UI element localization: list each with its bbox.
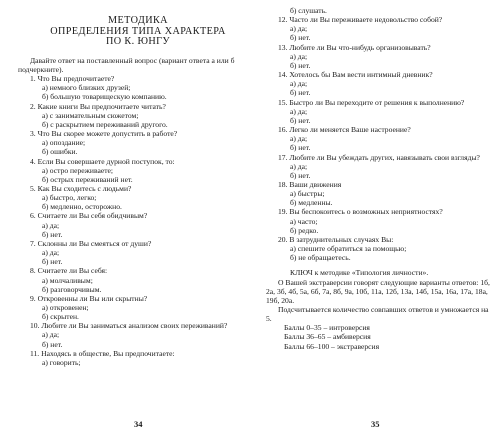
answer-option: а) да;	[42, 330, 60, 340]
answer-option: б) нет.	[290, 33, 311, 43]
question-text: 4. Если Вы совершаете дурной поступок, то:	[30, 156, 175, 166]
question-text: 3. Что Вы скорее можете допустить в работе?	[30, 129, 178, 139]
answer-option: б) нет.	[290, 115, 311, 125]
answer-option: б) нет.	[290, 88, 311, 98]
answer-option: а) немного близких друзей;	[42, 83, 131, 93]
answer-option: а) да;	[290, 24, 308, 34]
answer-option: б) скрытен.	[42, 312, 79, 322]
question-text: 16. Легко ли меняется Ваше настроение?	[278, 125, 411, 135]
document-title-line-2: ОПРЕДЕЛЕНИЯ ТИПА ХАРАКТЕРА	[50, 25, 226, 37]
answer-option: б) острых переживаний нет.	[42, 174, 133, 184]
question-text: 6. Считаете ли Вы себя обидчивым?	[30, 211, 148, 221]
key-title: КЛЮЧ к методике «Типология личности».	[290, 268, 429, 278]
answer-option: а) откровенен;	[42, 303, 89, 312]
score-range-3: Баллы 66–100 – экстраверсия	[284, 341, 380, 351]
answer-option: б) слушать.	[290, 6, 327, 15]
answer-option: б) большую товарищескую компанию.	[42, 92, 167, 102]
answer-option: б) нет.	[290, 143, 311, 153]
page-number-right: 35	[371, 418, 380, 429]
answer-option: а) быстры;	[290, 189, 325, 199]
answer-option: б) ошибки.	[42, 147, 78, 157]
answer-option: а) часто;	[290, 216, 318, 226]
answer-option: а) спешите обратиться за помощью;	[290, 244, 407, 254]
answer-option: б) медленны.	[290, 198, 333, 208]
answer-option: б) медленно, осторожно.	[42, 202, 122, 212]
answer-option: б) нет.	[290, 60, 311, 70]
answer-option: а) да;	[290, 134, 308, 144]
right-questions-list	[266, 6, 494, 262]
score-range-2: Баллы 36–65 – амбиверсия	[284, 332, 371, 342]
answer-option: а) да;	[290, 161, 308, 171]
answer-option: б) редко.	[290, 225, 319, 235]
answer-option: а) да;	[42, 248, 60, 258]
answer-option: б) не обращаетесь.	[290, 253, 351, 263]
answer-option: а) да;	[42, 220, 60, 230]
question-text: 11. Находясь в обществе, Вы предпочитаете:	[30, 348, 175, 358]
answer-option: а) говорить;	[42, 357, 81, 367]
scoring-instructions: Подсчитывается количество совпавших ответов и умножается на 5.	[266, 305, 489, 324]
question-text: 2. Какие книги Вы предпочитаете читать?	[30, 101, 166, 111]
page-number-left: 34	[134, 418, 143, 429]
question-text: 14. Хотелось бы Вам вести интимный дневник?	[278, 70, 433, 80]
answer-option: а) опоздание;	[42, 138, 86, 148]
question-text: 7. Склонны ли Вы смеяться от души?	[30, 238, 152, 248]
question-text: 1. Что Вы предпочитаете?	[30, 74, 115, 84]
key-answers-paragraph: О Вашей экстраверсии говорят следующие варианты ответов: 1б, 2а, 3б, 4б, 5а, 6б, 7а, 8б, 9а, 10б, 11а, 12б, 13а, 14б, 15а, 16а, 17а, 18а, 19б, 20а.	[266, 277, 490, 305]
answer-option: а) да;	[290, 106, 308, 116]
answer-option: б) нет.	[42, 257, 63, 267]
answer-option: а) остро переживаете;	[42, 165, 113, 175]
question-text: 17. Любите ли Вы убеждать других, навязывать свои взгляды?	[278, 152, 480, 162]
left-questions-list	[18, 74, 244, 367]
question-text: 9. Откровенны ли Вы или скрытны?	[30, 293, 148, 303]
question-text: 15. Быстро ли Вы переходите от решения к выполнению?	[278, 97, 465, 107]
question-text: 13. Любите ли Вы что-нибудь организовывать?	[278, 42, 431, 52]
score-range-1: Баллы 0–35 – интроверсия	[284, 323, 370, 333]
question-text: 5. Как Вы сходитесь с людьми?	[30, 183, 132, 193]
question-text: 19. Вы беспокоитесь о возможных неприятностях?	[278, 207, 443, 217]
question-text: 20. В затруднительных случаях Вы:	[278, 234, 394, 244]
answer-option: а) да;	[290, 51, 308, 61]
instructions-paragraph: Давайте ответ на поставленный вопрос (вариант ответа а или б подчеркните).	[18, 55, 235, 74]
question-text: 12. Часто ли Вы переживаете недовольство собой?	[278, 15, 443, 25]
right-page	[250, 0, 500, 441]
answer-option: а) молчаливым;	[42, 275, 93, 285]
answer-option: б) с раскрытием переживаний другого.	[42, 119, 168, 129]
answer-option: а) да;	[290, 79, 308, 89]
question-text: 8. Считаете ли Вы себя:	[30, 266, 108, 276]
answer-option: б) нет.	[290, 170, 311, 180]
answer-option: а) с занимательным сюжетом;	[42, 110, 139, 120]
question-text: 10. Любите ли Вы заниматься анализом своих переживаний?	[30, 321, 228, 331]
answer-option: б) нет.	[42, 339, 63, 349]
question-text: 18. Ваши движения	[278, 179, 342, 189]
answer-option: б) нет.	[42, 229, 63, 239]
document-title-line-3: ПО К. ЮНГУ	[105, 36, 171, 48]
answer-option: б) разговорчивым.	[42, 284, 102, 294]
document-title-line-1: МЕТОДИКА	[108, 15, 168, 26]
answer-option: а) быстро, легко;	[42, 193, 97, 203]
